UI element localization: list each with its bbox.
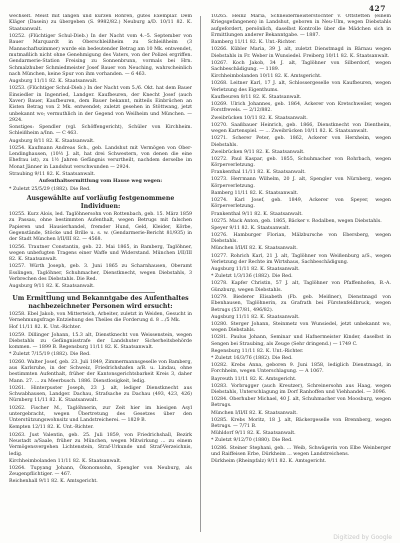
listing-entry: 10271. Scherer Peter, geb. 1862, Ackerer von Herxheim, wegen Diebstahls. bbox=[211, 136, 391, 148]
listing-entry: * Zuletzt 25/5/29 (1882). Die Red. bbox=[9, 186, 91, 192]
listing-entry: 10280. Sterger Johann, Steinmetz von Wunsiedel, jetzt unbekannt wo, wegen Diebstahls. bbox=[211, 321, 391, 334]
listing-entry: Augsburg 9/11 82. K. Staatsanwalt. bbox=[9, 284, 95, 290]
listing-entry: Kirchheimbolanden 11/11 82. K. Staatsanwalt. bbox=[9, 458, 122, 464]
column-divider bbox=[200, 16, 201, 532]
listing-entry: 10284. Oberhuber Michael, 40 J. alt, Schuhmacher von Moosburg, wegen Betrugs. bbox=[211, 397, 391, 409]
listing-entry: * Zuletzt 9/12/70 (1880). Die Red. bbox=[211, 438, 293, 444]
listing-entry: * Zuletzt 16/3/76 (1882). Die Red. bbox=[211, 355, 293, 361]
listing-entry: 10269. Ulrich Johannes, geb. 1864, Ackerer von Kretschweiler, wegen Forstfrevels. — 2/12/882. bbox=[211, 102, 391, 114]
listing-entry: Dürkheim (Rheinpfalz) 9/11 82. K. Amtsgericht. bbox=[211, 459, 327, 465]
listing-entry: Regensburg 11/11 82. K. Unt.-Richter. bbox=[211, 348, 304, 354]
listing-entry: 10279. Biederer Elisabeth (Fb. geb. Meißner), Dienstmagd von Ebenhausen, Taglöhnerin, zu Grafrath bei Fürstenfeldbruck, wegen Betrugs (537/81, 496/82). bbox=[211, 294, 391, 313]
listing-entry: * Zuletzt 7/15/19 (1882). Die Red. bbox=[9, 352, 91, 358]
listing-entry: Zweibrücken 10/11 82. K. Staatsanwalt. bbox=[211, 115, 308, 121]
listing-entry: Speyer 9/11 82. K. Staatsanwalt. bbox=[211, 225, 291, 231]
sub-head: Aufenthaltsermittlung vom Hause weg wegen: bbox=[38, 179, 163, 185]
listing-entry: 10258. Ebel Jakob, von Mitterteich, Arbeiter, zuletzt in Weiden, Gesucht in Vernehmungsfrage Entziehung des Theiles die Forderung d. 8 .../5 Mk. bbox=[9, 311, 192, 324]
listing-entry: 10268. Leitner Karl, 17 J. alt, Schlossergeselle von Kaufbeuren, wegen Verletzung des Eigenthums. bbox=[211, 81, 391, 93]
listing-entry: 10270. Saaßbauer Heinrich, geb. 1866, Dienstknecht von Dientheim, wegen Kartenspiel. — ... Zweibrücken 10/11 82. K. Staatsanwalt. bbox=[211, 122, 391, 135]
listing-entry: Sonstiges: Spendler (vgl. Schöffengericht), Schüler von Kirchheim. Schleißheim a/Inn. — C 463. bbox=[9, 125, 192, 137]
listing-entry: 10277. Rohrich Karl, 21 J. alt, Taglöhner von Weißenburg a/S., wegen Verletzung der Rechte im Wirtshaus, Sachbeschädigung. bbox=[211, 253, 391, 265]
section-head: Ausgewählte auf vorläufig festgenommene Individuen: bbox=[26, 195, 175, 210]
listing-entry: Bamberg 11/11 82. K. Staatsanwalt. bbox=[211, 190, 299, 196]
right-column bbox=[211, 14, 391, 534]
listing-entry: Kaufbeuren 8/11 82. K. Staatsanwalt. bbox=[211, 94, 302, 100]
listing-entry: Frankenthal 11/11 82. K. Staatsanwalt. bbox=[211, 170, 306, 176]
listing-entry: Augsburg 11/11 82. K. Staatsanwalt. bbox=[211, 314, 300, 320]
left-column bbox=[9, 14, 192, 534]
listing-entry: 10255. Kurz Alois, led. Taglöhnersohn von Rottenbach, geb. 15. März 1859 zu Passau, ohne bestimmten Aufenthalt, wegen Betrugs mit falschen Papieren und Hausierhandel, fremder Hund, Geld, Kleider, Körbe, Gegenstände, Stöcke und Brille u. s. w. (Gendarmerie-Bericht 81/935) in der Stadt München I/II/III 82. — 4568. bbox=[9, 212, 192, 243]
listing-entry: 10257. Würth Joseph, geb. 3. Juni 1865 zu Scharnhausen, Oberamt Esslingen, Taglöhner, Schuhmacher, Dienstknecht, wegen Diebstahls, 3 Verbrechen des Diebstahls. Die Red. bbox=[9, 264, 192, 283]
listing-entry: Augsburg 8/11 82. K. Staatsanwalt. bbox=[9, 138, 95, 144]
listing-entry: 10273. Herrmann Wilhelm, 20 J. alt, Spengler von Nürnberg, wegen Körperverletzung. bbox=[211, 177, 391, 189]
listing-entry: 10283. Vorbrugger (auch Kreutzer), Schreinersohn aus Haag, wegen Diebstahls, Unterschlagung im Dorf Ranhoffen und Viehhandel. — 3096. bbox=[211, 383, 391, 395]
listing-entry: Zweibrücken 9/11 82. K. Staatsanwalt. bbox=[211, 149, 305, 155]
listing-entry: 10276. Hamburger Florian, Mälzbursche von Ebersberg, wegen Diebstahls. bbox=[211, 232, 391, 245]
listing-entry: 10265. Heinz Maria, Schneidermeisterstochter v. Ottstetten (einem Kriegsgefangenen) in Landshut, geboren in Neu-Ulm, wegen Diebstahls aufgefordert, persönlich, daselbst Kontrolle über die Mädchen sich in Ermittlungen anderer Bekanntgabe. — 1887. bbox=[211, 14, 391, 39]
listing-entry: 10262. Fischer M., Taglöhnerin, zur Zeit hier im hiesigen Asyl untergebracht, wegen Übertretung des Gesetzes über den Unterstützungswohnsitz und Landstreicherei. — 1829 B. bbox=[9, 405, 192, 424]
listing-entry: 10252. (Flüchtiger Schul-Dieb.) In der Nacht vom 4.–5. September von Bauer Marquardt in Oberschleißheim zu Schleißheim (3 Mannschaftszimmer) wurde ein bedeutender Betrag am 10 Mk. entwendet, mutmaßlich nicht ohne Genehmigung des Vaters, von der Polizei ergriffen. Gendarmerie-Station Freising zu Sonnenbrunn, vormals bei Hrn. Schmalzhuber Schmiedmeister Josef Bauer von Neuching, wahrscheinlich nach München, keine Spur von ihm vorhanden. — 6 463. bbox=[9, 33, 192, 77]
listing-entry: Bamberg 11/11 82. K. Unt.-Richter. bbox=[211, 40, 297, 46]
listing-entry: 10256. Trautner Constantin, geb. 22. Mai 1865, in Bamberg, Taglöhner, wegen unbefugten Tragens einer Waffe und Widerstand. München I/II/III 82. K. Staatsanwalt. bbox=[9, 244, 192, 263]
section-head: Um Ermittlung und Bekanntgabe des Aufenthaltes nachbezeichneter Personen wird ersucht: bbox=[12, 295, 189, 310]
listing-entry: Kirchheimbolanden 10/11 82. K. Amtsgericht. bbox=[211, 74, 322, 80]
listing-entry: 10260. Walter Josef, geb. 23. Juli 1849, Zimmermannsgeselle von Bamberg, aus Karlsruhe, in der Schweiz, Friedrichshafen a/B. u. Lindau, ohne bestimmten Aufenthalt, früher der Kantonsgerichtsbarkeit Kreis 3, daher Mann. 27. ... zu Meerbusch. 1886. Dienstlosigkeit, ledig. bbox=[9, 359, 192, 384]
listing-entry: Mühldorf 9/11 82. K. Staatsanwalt. bbox=[211, 431, 296, 437]
listing-entry: 10286. Steiner Stephani, geb. ... Weib, Schwägerin von Elbe Weinberger und Raiffeisen Erbe, Dürkheim ... wegen Landstreichens. bbox=[211, 445, 391, 457]
listing-entry: 10261. Hinterpuster Joseph, 23 J. alt, lediger Dienstknecht aus Schwabhausen, Landger. Dachau, Strafsache zu Dachau (493, 423, 426) Nürnberg 11/11 82. K. Staatsanwalt. bbox=[9, 385, 192, 404]
listing-entry: München I/II/II 82. K. Staatsanwalt. bbox=[211, 410, 298, 416]
page-number: 427 bbox=[368, 4, 386, 13]
listing-entry: 10281. Paulus Johann, Seminar und Hafnermeister Kinder, daselbst in Sengen bei Straubing, als Zeuge (Sehr dringend.) — 1749 C. bbox=[211, 335, 391, 347]
listing-entry: 10282. Krebs Anna, geboren 9. Juni 1858, lediglich Dienstmagd, in Forchheim, wegen Unterschlagung. — A 1067. bbox=[211, 363, 391, 375]
listing-entry: 10278. Kapfer Christin, 57 J. alt, Taglöhner von Pfaffenhofen, B.-A. Günzburg, wegen Diebstahls. bbox=[211, 281, 391, 293]
listing-entry: Frankenthal 9/11 82. K. Staatsanwalt. bbox=[211, 211, 303, 217]
listing-entry: 10285. Krebs Moritz, 18 J. alt, Bäckergeselle von Brennberg, wegen Betrugs. — 7/71 B. bbox=[211, 417, 391, 430]
listing-entry: 10263. Just Valentin, geb. 25. Juli 1859, von Friedrichshall, Bezirk Neustadt a/Saale, früher zu München, wegen Mitwirkung ... zu einem Vermögensvergehen Lichtenstein, Straf-Urkunde und Straf-Verzeichnis, ledig. bbox=[9, 432, 192, 457]
listing-entry: Kempten 12/11 82. K. Unt.-Richter. bbox=[9, 425, 94, 431]
listing-entry: München I/II/II 82. K. Staatsanwalt. bbox=[211, 246, 298, 252]
listing-entry: 10266. Kübler Maria, 39 J. alt, zuletzt Dienstmagd in Bärnau wegen Diebstahls in Fr. Weber in Wunsiedel. Freiberg 10/11 82. K. Staatsanwalt. bbox=[211, 47, 391, 59]
listing-entry: 10275. Mack Anton, geb. 1865, Bäcker v. Rodalben, wegen Diebstahls. bbox=[211, 218, 382, 224]
listing-entry: Augsburg 11/11 82. K. Staatsanwalt. bbox=[211, 267, 300, 273]
section-rule bbox=[46, 292, 156, 293]
listing-entry: Reichenhall 9/11 82. K. Amtsgericht. bbox=[9, 479, 98, 485]
listing-entry: Hof 11/11 82. K. Unt.-Richter. bbox=[9, 325, 81, 331]
google-watermark: Digitized by Google bbox=[333, 534, 392, 541]
listing-entry: 10254. Kaufmann Andreas Sch., geb. Landshut mit Vermögen von Ober-Lendinghausen, (10½ J. alt, hat drei Schwestern, von denen die eine Ehefrau ist), zu 1½ Jahren Gefängnis verurtheilt, nachdem derselbe im Monat Jänner in Landshut verschwunden — 2924. bbox=[9, 145, 192, 170]
listing-entry: 10267. Koch Jakob, 34 J. alt, Taglöhner von Silberdorf, wegen Sachbeschädigung. — 1189. bbox=[211, 60, 391, 73]
listing-entry: 10274. Karl Josef, geb. 1849, Ackerer von Speyer, wegen Körperverletzung. bbox=[211, 198, 391, 210]
listing-entry: 10264. Tupyang Johann, Ökonomsohn, Spengler von Neuburg, als Zeugenpflichtiger. — 467. bbox=[9, 465, 192, 478]
listing-entry: 10272. Paul Kaspar, geb. 1855, Schuhmacher von Rohrbach, wegen Körperverletzung. bbox=[211, 156, 391, 169]
listing-entry: 10253. (Flüchtiger Schul-Dieb.) In der Nacht vom 5./6. Okt. hat dem Bauer Einsiedler in Ingenried, Landger. Kaufbeuren, der Knecht Josef (auch Xaver) Bauer, Kaufbeuren, dem Bauer bekannt, mitteils Einbrüchen an Kisten Betrag von 2 Mk. entwendet; zuletzt gesehen in Stöttwang, jetzt unbekannt wo; vermuthlich in der Gegend von Weilheim und München. — 2924. bbox=[9, 86, 192, 123]
listing-entry: Straubing 9/11 82. K. Staatsanwalt. bbox=[9, 171, 96, 177]
listing-entry: wechselt. Meist mit langen und kurzen Röhren, gutes Exemplar. Dem Kläger (Dasein) zu übergeben (S. 9982/82.) Neuburg a/D. 10/11 82. K. Staatsanwalt. bbox=[9, 14, 192, 32]
listing-entry: Bayreuth 11/11 82. K. Amtsgericht. bbox=[211, 376, 297, 382]
listing-entry: 10259. Dillinger Johann, 15.3 alt, Dienstknecht von Weissenstein, wegen Diebstahls zu Gefängnisstrafe der Landshuter Sicherheitsbehörde kommen. — 1899 B. Regensburg 11/11 82. K. Staatsanwalt. bbox=[9, 332, 192, 351]
listing-entry: Augsburg 11/11 82. K. Staatsanwalt. bbox=[9, 79, 98, 85]
listing-entry: * Zuletzt 1/3/136 (1882). Die Red. bbox=[211, 274, 293, 280]
